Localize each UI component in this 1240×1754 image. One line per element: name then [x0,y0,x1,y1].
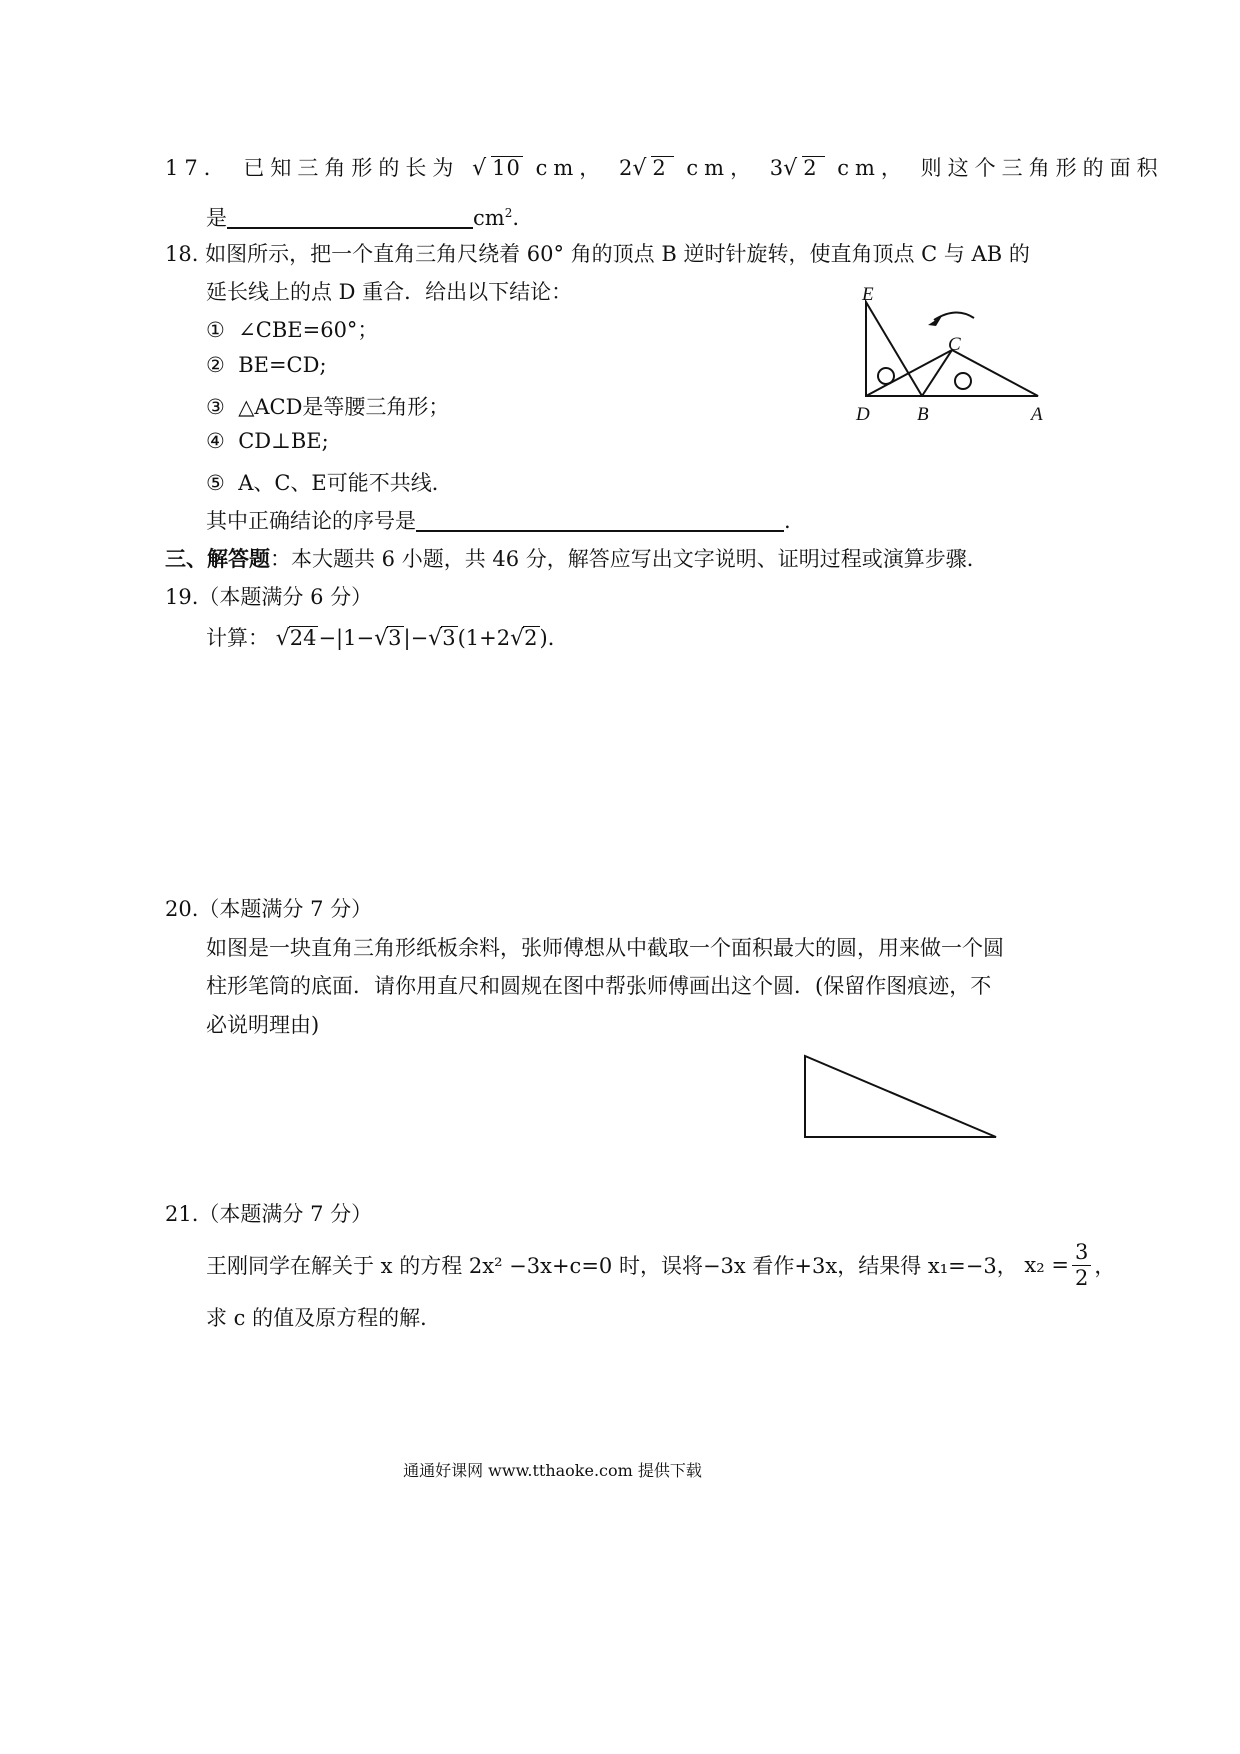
q17-coef-3: 3 [769,156,784,180]
q18-conclusion-2 [206,353,327,377]
q17-line1 [165,152,1164,182]
q17-line2 [206,202,519,232]
sqrt-icon: √ [510,626,525,651]
q18-text-1: 如图所示，把一个直角三角尺绕着 60° 角的顶点 B 逆时针旋转，使直角顶点 C 与 AB 的 [205,242,1030,266]
sqrt-icon: √ [783,156,804,181]
q17-unit-1: cm， [535,156,607,180]
section-3-heading [165,543,988,573]
circled-1-mark: ① [206,318,225,342]
q19-mid-3: (1+2 [457,626,511,650]
q17-radicand-1: 10 [492,156,521,180]
q19-radicand-4: 2 [524,626,538,650]
circled-2-mark: ② [206,353,225,377]
q19-score: （本题满分 6 分） [198,585,373,609]
q20-triangle-figure [800,1050,1004,1144]
label-b: B [917,404,929,425]
label-d: D [856,404,870,425]
conclusion-text: CD⊥BE; [238,429,329,453]
q18-conclusion-5 [206,467,453,497]
fraction-numerator: 3 [1072,1240,1091,1265]
q20-score: （本题满分 7 分） [198,897,373,921]
q21-score: （本题满分 7 分） [198,1202,373,1226]
q20-line-1: 如图是一块直角三角形纸板余料，张师傅想从中截取一个面积最大的圆，用来做一个圆 [206,936,1004,960]
q17-radicand-3: 2 [803,156,823,180]
q17-number: 17． [165,156,231,180]
q21-x2-label: x₂ = [1024,1253,1069,1277]
q19-radicand-3: 3 [442,626,456,650]
q19-mid-2: |− [403,626,429,650]
conclusion-text: ∠CBE=60°； [238,318,379,342]
circled-3-mark: ③ [206,395,225,419]
q17-coef-2: 2 [618,156,633,180]
q17-answer-blank[interactable] [227,205,473,229]
q17-unit-2: cm， [686,156,758,180]
q18-rotation-figure [850,280,1060,430]
q17-period: . [512,206,520,230]
q17-post: 则这个三角形的面积 [920,156,1164,180]
right-triangle-scrap [805,1056,996,1137]
q19-mid-1: −|1− [318,626,375,650]
conclusion-text: BE=CD; [238,353,327,377]
q18-conclusion-1 [206,314,378,344]
q17-radicand-2: 2 [652,156,672,180]
q21-line1-end: ， [1094,1254,1116,1278]
sqrt-icon: √ [632,156,653,181]
q21-line-2: 求 c 的值及原方程的解． [206,1306,442,1330]
q18-answer-blank[interactable] [416,508,784,532]
q19-number: 19. [165,585,199,609]
sqrt-icon: √ [275,626,290,651]
q19-expression [206,622,569,652]
q18-answer-end: . [784,509,791,533]
q17-pre: 已知三角形的长为 [243,156,460,180]
sqrt-icon: √ [472,156,493,181]
q21-number: 21. [165,1202,199,1226]
q21-line-1 [206,1237,1115,1293]
sqrt-icon: √ [374,626,389,651]
q18-answer-pre: 其中正确结论的序号是 [206,509,416,533]
label-a: A [1031,404,1043,425]
q18-answer-line [206,505,791,535]
arrowhead-icon [928,316,942,326]
circled-5-mark: ⑤ [206,471,225,495]
hole-circle-left [878,368,894,384]
q18-line2: 延长线上的点 D 重合．给出以下结论： [206,280,573,304]
q20-line-3: 必说明理由) [206,1013,320,1037]
sqrt-icon: √ [428,626,443,651]
fraction-denominator: 2 [1074,1265,1089,1290]
q18-conclusion-3 [206,391,449,421]
q17-unit-3: cm， [837,156,908,180]
q19-radicand-1: 24 [289,626,317,650]
q19-header [165,581,372,611]
conclusion-text: △ACD是等腰三角形； [238,395,450,419]
q21-header [165,1198,372,1228]
label-c: C [948,334,961,355]
q19-calc-label: 计算： [206,626,269,650]
q19-end: )． [539,626,569,650]
q19-radicand-2: 3 [388,626,402,650]
q17-unit-sup: 2 [504,206,513,220]
q18-conclusion-4 [206,429,329,453]
section-3-title: 三、解答题 [165,546,270,571]
q18-number: 18. [165,242,199,266]
q20-header [165,893,372,923]
section-3-text: ：本大题共 6 小题，共 46 分，解答应写出文字说明、证明过程或演算步骤． [270,547,988,571]
q17-unit-end: cm [473,206,505,230]
fraction-three-halves [1072,1240,1091,1289]
hole-circle-right [955,373,971,389]
q20-number: 20. [165,897,199,921]
q18-line1 [165,238,1030,268]
circled-4-mark: ④ [206,429,225,453]
conclusion-text: A、C、E可能不共线． [238,471,453,495]
label-e: E [862,284,874,305]
footer-source: 通通好课网 www.tthaoke.com 提供下载 [403,1461,702,1480]
q17-line2-pre: 是 [206,206,227,230]
q21-text: 王刚同学在解关于 x 的方程 2x² −3x+c=0 时，误将−3x 看作+3x，结果得 x₁=−3， [206,1254,1018,1278]
q20-line-2: 柱形笔筒的底面．请你用直尺和圆规在图中帮张师傅画出这个圆．(保留作图痕迹，不 [206,974,992,998]
